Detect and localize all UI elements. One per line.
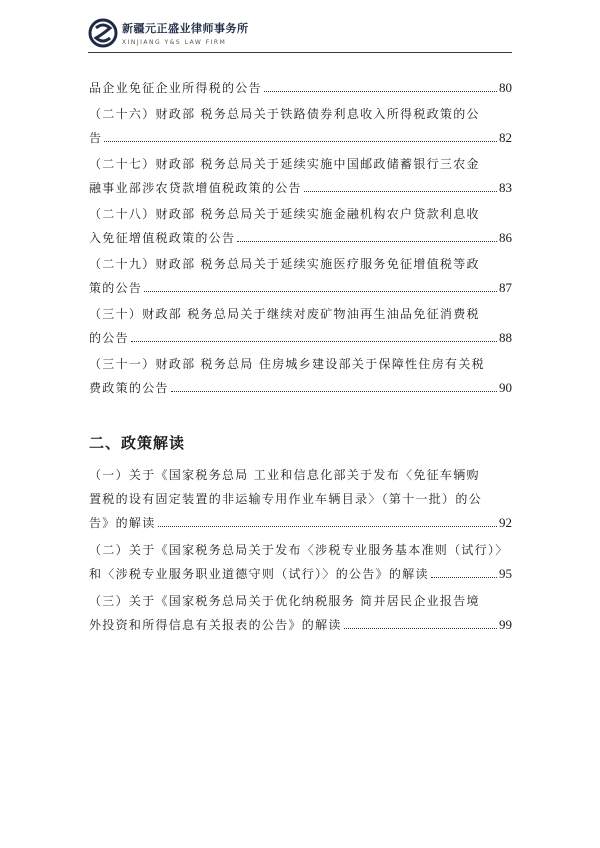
toc-entry-text-line: （二十八）财政部 税务总局关于延续实施金融机构农户贷款利息收 [89,207,480,221]
toc-entry-text-line: 置税的设有固定装置的非运输专用作业车辆目录〉（第十一批）的公 [89,492,483,506]
header-divider [88,52,512,53]
toc-entry-text-line: 告》的解读 [89,516,156,530]
toc-dot-leader [171,390,497,392]
toc-entry-final-line [89,562,512,586]
toc-entry[interactable] [89,538,512,586]
toc-dot-leader [131,340,497,342]
firm-name-cn: 新疆元正盛业律师事务所 [122,22,249,35]
toc-page-number: 82 [499,130,512,145]
toc-entry-final-line [89,511,512,535]
toc-entry-text-line: 和〈涉税专业服务职业道德守则（试行）〉的公告》的解读 [89,567,429,581]
toc-dot-leader [344,627,497,629]
toc-entry[interactable] [89,463,512,535]
toc-entry-final-line [89,376,512,400]
toc-entry-text-line: 告 [89,131,103,145]
toc-list-interpretation [89,463,512,637]
toc-page-number: 86 [499,230,512,245]
toc-entry[interactable] [89,252,512,300]
toc-entry-text-line: （二十九）财政部 税务总局关于延续实施医疗服务免征增值税等政 [89,257,480,271]
toc-page-number: 92 [499,515,512,530]
toc-entry-text-line: （一）关于《国家税务总局 工业和信息化部关于发布〈免征车辆购 [89,468,480,482]
toc-entry-text-line: 融事业部涉农贷款增值税政策的公告 [89,181,302,195]
toc-entry[interactable] [89,202,512,250]
section-title-policy-interpretation: 二、政策解读 [89,434,186,452]
toc-entry-text-line: （三）关于《国家税务总局关于优化纳税服务 简并居民企业报告境 [89,594,480,608]
firm-name-en: XINJIANG Y&S LAW FIRM [122,39,227,46]
toc-entry-final-line [89,276,512,300]
toc-entry-text-line: 费政策的公告 [89,381,169,395]
firm-logo-icon [88,18,118,48]
toc-page-number: 90 [499,380,512,395]
toc-entry-text-line: 的公告 [89,331,129,345]
toc-entry-text-line: （二十七）财政部 税务总局关于延续实施中国邮政储蓄银行三农金 [89,157,480,171]
toc-page-number: 95 [499,566,512,581]
toc-page-number: 83 [499,180,512,195]
toc-entry-text-line: （二十六）财政部 税务总局关于铁路债券利息收入所得税政策的公 [89,107,480,121]
toc-entry-final-line [89,176,512,200]
toc-page-number: 80 [499,80,512,95]
toc-entry-final-line [89,226,512,250]
toc-entry[interactable] [89,589,512,637]
toc-content [89,76,512,640]
toc-entry[interactable] [89,152,512,200]
toc-entry-text-line: （二）关于《国家税务总局关于发布〈涉税专业服务基本准则（试行）〉 [89,543,509,557]
toc-page-number: 99 [499,617,512,632]
toc-dot-leader [237,240,497,242]
toc-dot-leader [104,140,497,142]
toc-entry[interactable] [89,352,512,400]
toc-entry-final-line [89,613,512,637]
toc-page-number: 88 [499,330,512,345]
toc-list [89,76,512,400]
toc-entry-text-line: （三十一）财政部 税务总局 住房城乡建设部关于保障性住房有关税 [89,357,485,371]
toc-entry-final-line [89,326,512,350]
toc-entry-final-line [89,126,512,150]
toc-entry-text-line: 外投资和所得信息有关报表的公告》的解读 [89,618,342,632]
toc-entry-text-line: 入免征增值税政策的公告 [89,231,236,245]
toc-entry-text-line: （三十）财政部 税务总局关于继续对废矿物油再生油品免征消费税 [89,307,480,321]
firm-name-block [122,20,249,46]
toc-entry[interactable] [89,76,512,100]
toc-entry-final-line [89,76,512,100]
toc-page-number: 87 [499,280,512,295]
toc-dot-leader [304,190,497,192]
toc-entry-text-line: 品企业免征企业所得税的公告 [89,81,262,95]
toc-dot-leader [431,576,497,578]
toc-dot-leader [264,90,497,92]
toc-entry[interactable] [89,302,512,350]
toc-dot-leader [144,290,497,292]
toc-entry[interactable] [89,102,512,150]
toc-dot-leader [158,525,497,527]
toc-entry-text-line: 策的公告 [89,281,143,295]
